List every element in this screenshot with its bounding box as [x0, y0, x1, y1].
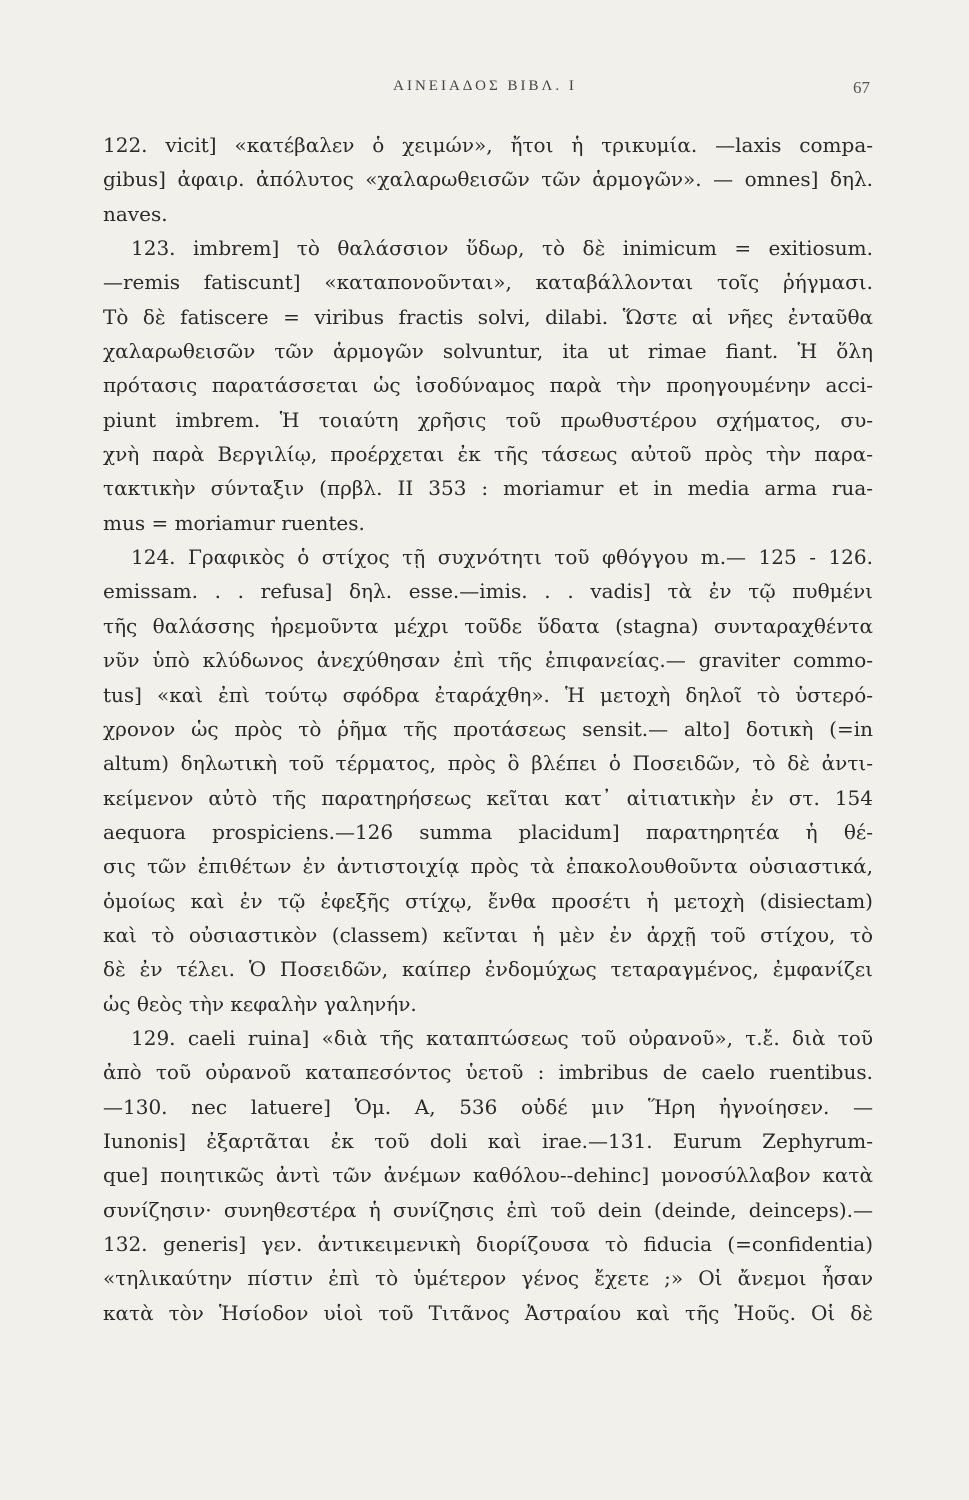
- text-line: ὡς θεὸς τὴν κεφαλὴν γαληνήν.: [103, 991, 417, 1016]
- text-line: χαλαρωθεισῶν τῶν ἁρμογῶν solvuntur, ita ut rimae fiant. Ἡ ὅλη: [103, 339, 873, 364]
- text-line: 124. Γραφικὸς ὁ στίχος τῇ συχνότητι τοῦ φθόγγου m.— 125 - 126.: [131, 545, 873, 570]
- text-line: «τηλικαύτην πίστιν ἐπὶ τὸ ὑμέτερον γένος ἔχετε ;» Οἱ ἄνεμοι ἦσαν: [103, 1266, 873, 1291]
- text-line: —remis fatiscunt] «καταπονοῦνται», καταβάλλονται τοῖς ῥήγμασι.: [103, 270, 873, 295]
- text-line: gibus] ἀφαιρ. ἀπόλυτος «χαλαρωθεισῶν τῶν ἁρμογῶν». — omnes] δηλ.: [103, 167, 873, 192]
- text-line: 122. vicit] «κατέβαλεν ὁ χειμών», ἤτοι ἡ τρικυμία. —laxis compa-: [103, 133, 873, 157]
- text-line: χρονον ὡς πρὸς τὸ ῥῆμα τῆς προτάσεως sensit.— alto] δοτικὴ (=in: [103, 716, 873, 741]
- text-line: 132. generis] γεν. ἀντικειμενικὴ διορίζουσα τὸ fiducia (=confidentia): [103, 1232, 873, 1256]
- running-head: [100, 78, 870, 100]
- text-line: emissam. . . refusa] δηλ. esse.—imis. . . vadis] τὰ ἐν τῷ πυθμένι: [103, 579, 873, 604]
- text-line: κείμενον αὐτὸ τῆς παρατηρήσεως κεῖται κατ᾽ αἰτιατικὴν ἐν στ. 154: [103, 785, 873, 810]
- text-line: 129. caeli ruina] «διὰ τῆς καταπτώσεως τοῦ οὐρανοῦ», τ.ἔ. διὰ τοῦ: [131, 1025, 873, 1050]
- text-line: σις τῶν ἐπιθέτων ἐν ἀντιστοιχίᾳ πρὸς τὰ ἐπακολουθοῦντα οὐσιαστικά,: [103, 854, 873, 879]
- page-number: 67: [853, 78, 870, 97]
- text-line: συνίζησιν· συνηθεστέρα ἡ συνίζησις ἐπὶ τοῦ dein (deinde, deinceps).—: [103, 1197, 873, 1222]
- text-line: κατὰ τὸν Ἡσίοδον υἱοὶ τοῦ Τιτᾶνος Ἀστραίου καὶ τῆς Ἠοῦς. Οἱ δὲ: [103, 1300, 873, 1325]
- text-line: τακτικὴν σύνταξιν (πρβλ. II 353 : moriamur et in media arma rua-: [103, 476, 873, 501]
- text-line: altum) δηλωτικὴ τοῦ τέρματος, πρὸς ὃ βλέπει ὁ Ποσειδῶν, τὸ δὲ ἀντι-: [103, 751, 873, 776]
- text-line: ὁμοίως καὶ ἐν τῷ ἐφεξῆς στίχῳ, ἔνθα προσέτι ἡ μετοχὴ (disiectam): [103, 888, 873, 913]
- text-line: δὲ ἐν τέλει. Ὁ Ποσειδῶν, καίπερ ἐνδομύχως τεταραγμένος, ἐμφανίζει: [103, 957, 873, 982]
- text-line: naves.: [103, 201, 168, 226]
- text-line: mus = moriamur ruentes.: [103, 510, 365, 535]
- running-title: ΑΙΝΕΙΑΔΟΣ ΒΙΒΛ. Ι: [393, 78, 577, 94]
- text-line: πρότασις παρατάσσεται ὡς ἰσοδύναμος παρὰ τὴν προηγουμένην acci-: [103, 373, 873, 398]
- text-line: ἀπὸ τοῦ οὐρανοῦ καταπεσόντος ὑετοῦ : imbribus de caelo ruentibus.: [103, 1060, 873, 1085]
- text-line: —130. nec latuere] Ὁμ. Α, 536 οὐδέ μιν Ἥρη ἠγνοίησεν. —: [103, 1094, 873, 1119]
- text-line: tus] «καὶ ἐπὶ τούτῳ σφόδρα ἐταράχθη». Ἡ μετοχὴ δηλοῖ τὸ ὑστερό-: [103, 682, 873, 707]
- text-line: aequora prospiciens.—126 summa placidum] παρατηρητέα ἡ θέ-: [103, 819, 873, 844]
- text-line: νῦν ὑπὸ κλύδωνος ἀνεχύθησαν ἐπὶ τῆς ἐπιφανείας.— graviter commo-: [103, 648, 873, 673]
- text-line: que] ποιητικῶς ἀντὶ τῶν ἀνέμων καθόλου--dehinc] μονοσύλλαβον κατὰ: [103, 1163, 873, 1188]
- text-line: piunt imbrem. Ἡ τοιαύτη χρῆσις τοῦ πρωθυστέρου σχήματος, συ-: [103, 407, 873, 432]
- text-line: Τὸ δὲ fatiscere = viribus fractis solvi, dilabi. Ὥστε αἱ νῆες ἐνταῦθα: [103, 304, 873, 329]
- text-line: Iunonis] ἐξαρτᾶται ἐκ τοῦ doli καὶ irae.—131. Eurum Zephyrum-: [103, 1128, 873, 1153]
- commentary-text: [103, 128, 873, 1330]
- text-line: καὶ τὸ οὐσιαστικὸν (classem) κεῖνται ἡ μὲν ἐν ἀρχῇ τοῦ στίχου, τὸ: [103, 922, 873, 947]
- text-line: 123. imbrem] τὸ θαλάσσιον ὕδωρ, τὸ δὲ inimicum = exitiosum.: [131, 236, 873, 261]
- text-line: χνὴ παρὰ Βεργιλίῳ, προέρχεται ἐκ τῆς τάσεως αὐτοῦ πρὸς τὴν παρα-: [103, 442, 873, 467]
- text-line: τῆς θαλάσσης ἠρεμοῦντα μέχρι τοῦδε ὕδατα (stagna) συνταραχθέντα: [103, 613, 873, 638]
